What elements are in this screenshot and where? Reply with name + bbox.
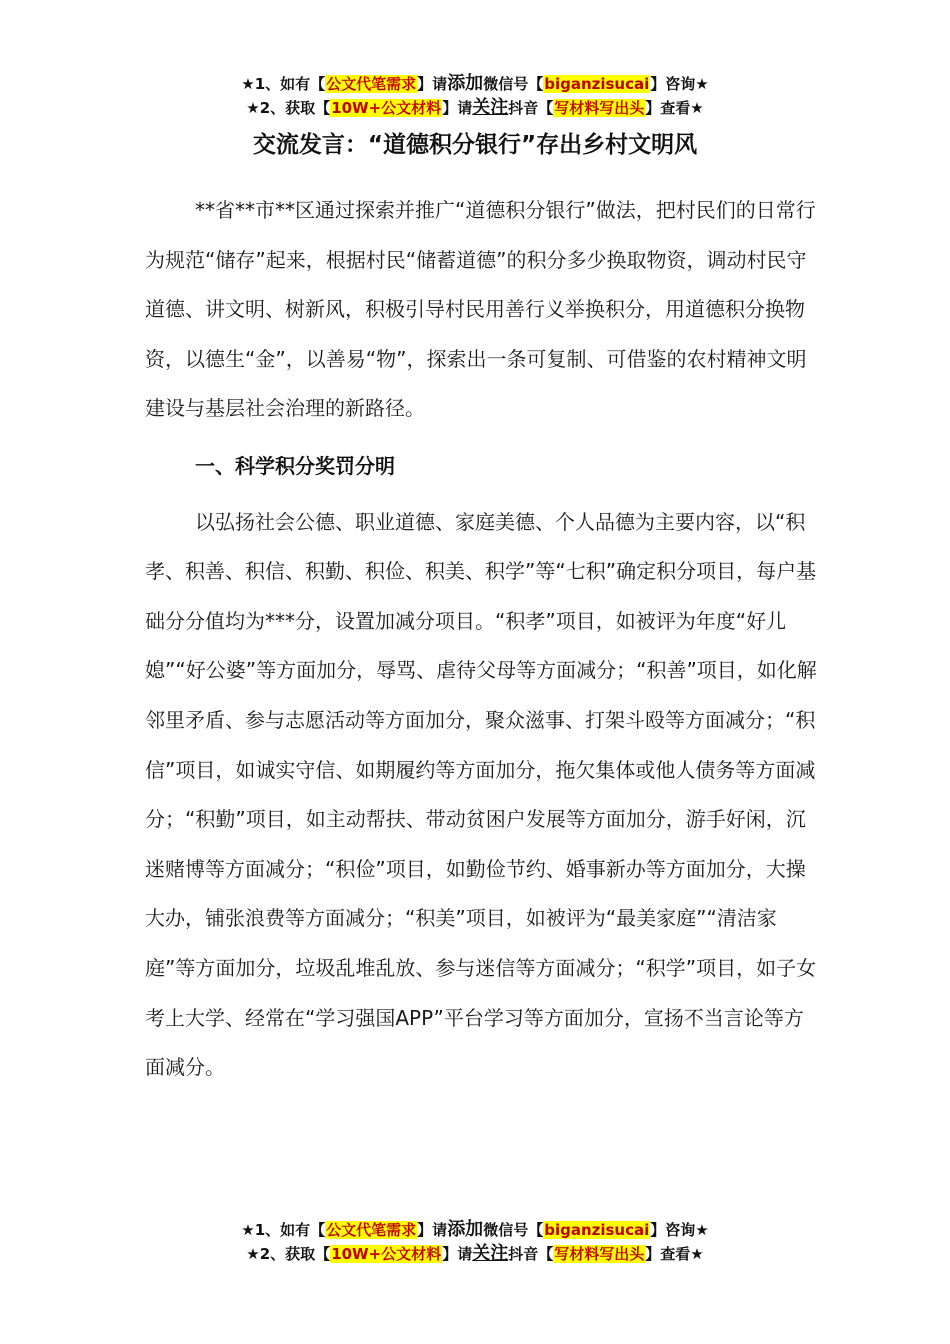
banner-highlight: biganzisucai [544, 1221, 650, 1239]
banner-text: ★1、如有【 [241, 1221, 326, 1239]
banner-highlight: biganzisucai [544, 75, 650, 93]
header-banner [0, 72, 950, 120]
banner-text: ★1、如有【 [241, 75, 326, 93]
banner-highlight: 公文代笔需求 [326, 1221, 417, 1239]
document-title: 交流发言：“道德积分银行”存出乡村文明风 [252, 132, 698, 158]
banner-emphasis: 关注 [472, 1243, 509, 1264]
banner-text: 】请 [442, 1245, 473, 1263]
banner-text: 微信号【 [483, 1221, 544, 1239]
banner-emphasis: 添加 [447, 73, 484, 94]
banner-text: 抖音【 [508, 1245, 554, 1263]
banner-emphasis: 添加 [447, 1219, 484, 1240]
banner-line-2 [0, 1242, 950, 1266]
section-heading: 一、科学积分奖罚分明 [195, 453, 395, 478]
banner-highlight: 10W+公文材料 [331, 1245, 442, 1263]
banner-text: 】查看★ [645, 99, 704, 117]
banner-highlight: 公文代笔需求 [326, 75, 417, 93]
document-body [145, 186, 817, 1093]
banner-highlight: 写材料写出头 [554, 99, 645, 117]
banner-line-2 [0, 96, 950, 120]
banner-text: 】请 [442, 99, 473, 117]
banner-line-1 [0, 1218, 950, 1242]
banner-text: ★2、获取【 [246, 1245, 331, 1263]
banner-emphasis: 关注 [472, 97, 509, 118]
banner-line-1 [0, 72, 950, 96]
banner-text: ★2、获取【 [246, 99, 331, 117]
banner-highlight: 写材料写出头 [554, 1245, 645, 1263]
banner-text: 】请 [417, 1221, 448, 1239]
banner-text: 】查看★ [645, 1245, 704, 1263]
banner-text: 】咨询★ [650, 75, 709, 93]
intro-paragraph: **省**市**区通过探索并推广“道德积分银行”做法，把村民们的日常行为规范“储存”起来，根据村民“储蓄道德”的积分多少换取物资，调动村民守道德、讲文明、树新风，积极引导村民用善行义举换积分，用道德积分换物资，以德生“金”，以善易“物”，探索出一条可复制、可借鉴的农村精神文明建设与基层社会治理的新路径。 [145, 198, 816, 421]
banner-text: 抖音【 [508, 99, 554, 117]
banner-text: 】请 [417, 75, 448, 93]
section-paragraph: 以弘扬社会公德、职业道德、家庭美德、个人品德为主要内容，以“积孝、积善、积信、积勤、积俭、积美、积学”等“七积”确定积分项目，每户基础分分值均为***分，设置加减分项目。“积孝”项目，如被评为年度“好儿媳”“好公婆”等方面加分，辱骂、虐待父母等方面减分；“积善”项目，如化解邻里矛盾、参与志愿活动等方面加分，聚众滋事、打架斗殴等方面减分；“积信”项目，如诚实守信、如期履约等方面加分，拖欠集体或他人债务等方面减分；“积勤”项目，如主动帮扶、带动贫困户发展等方面加分，游手好闲，沉迷赌博等方面减分；“积俭”项目，如勤俭节约、婚事新办等方面加分，大操大办，铺张浪费等方面减分；“积美”项目，如被评为“最美家庭”“清洁家庭”等方面加分，垃圾乱堆乱放、参与迷信等方面减分；“积学”项目，如子女考上大学、经常在“学习强国APP”平台学习等方面加分，宣扬不当言论等方面减分。 [145, 509, 817, 1080]
banner-highlight: 10W+公文材料 [331, 99, 442, 117]
banner-text: 】咨询★ [650, 1221, 709, 1239]
footer-banner [0, 1218, 950, 1266]
banner-text: 微信号【 [483, 75, 544, 93]
